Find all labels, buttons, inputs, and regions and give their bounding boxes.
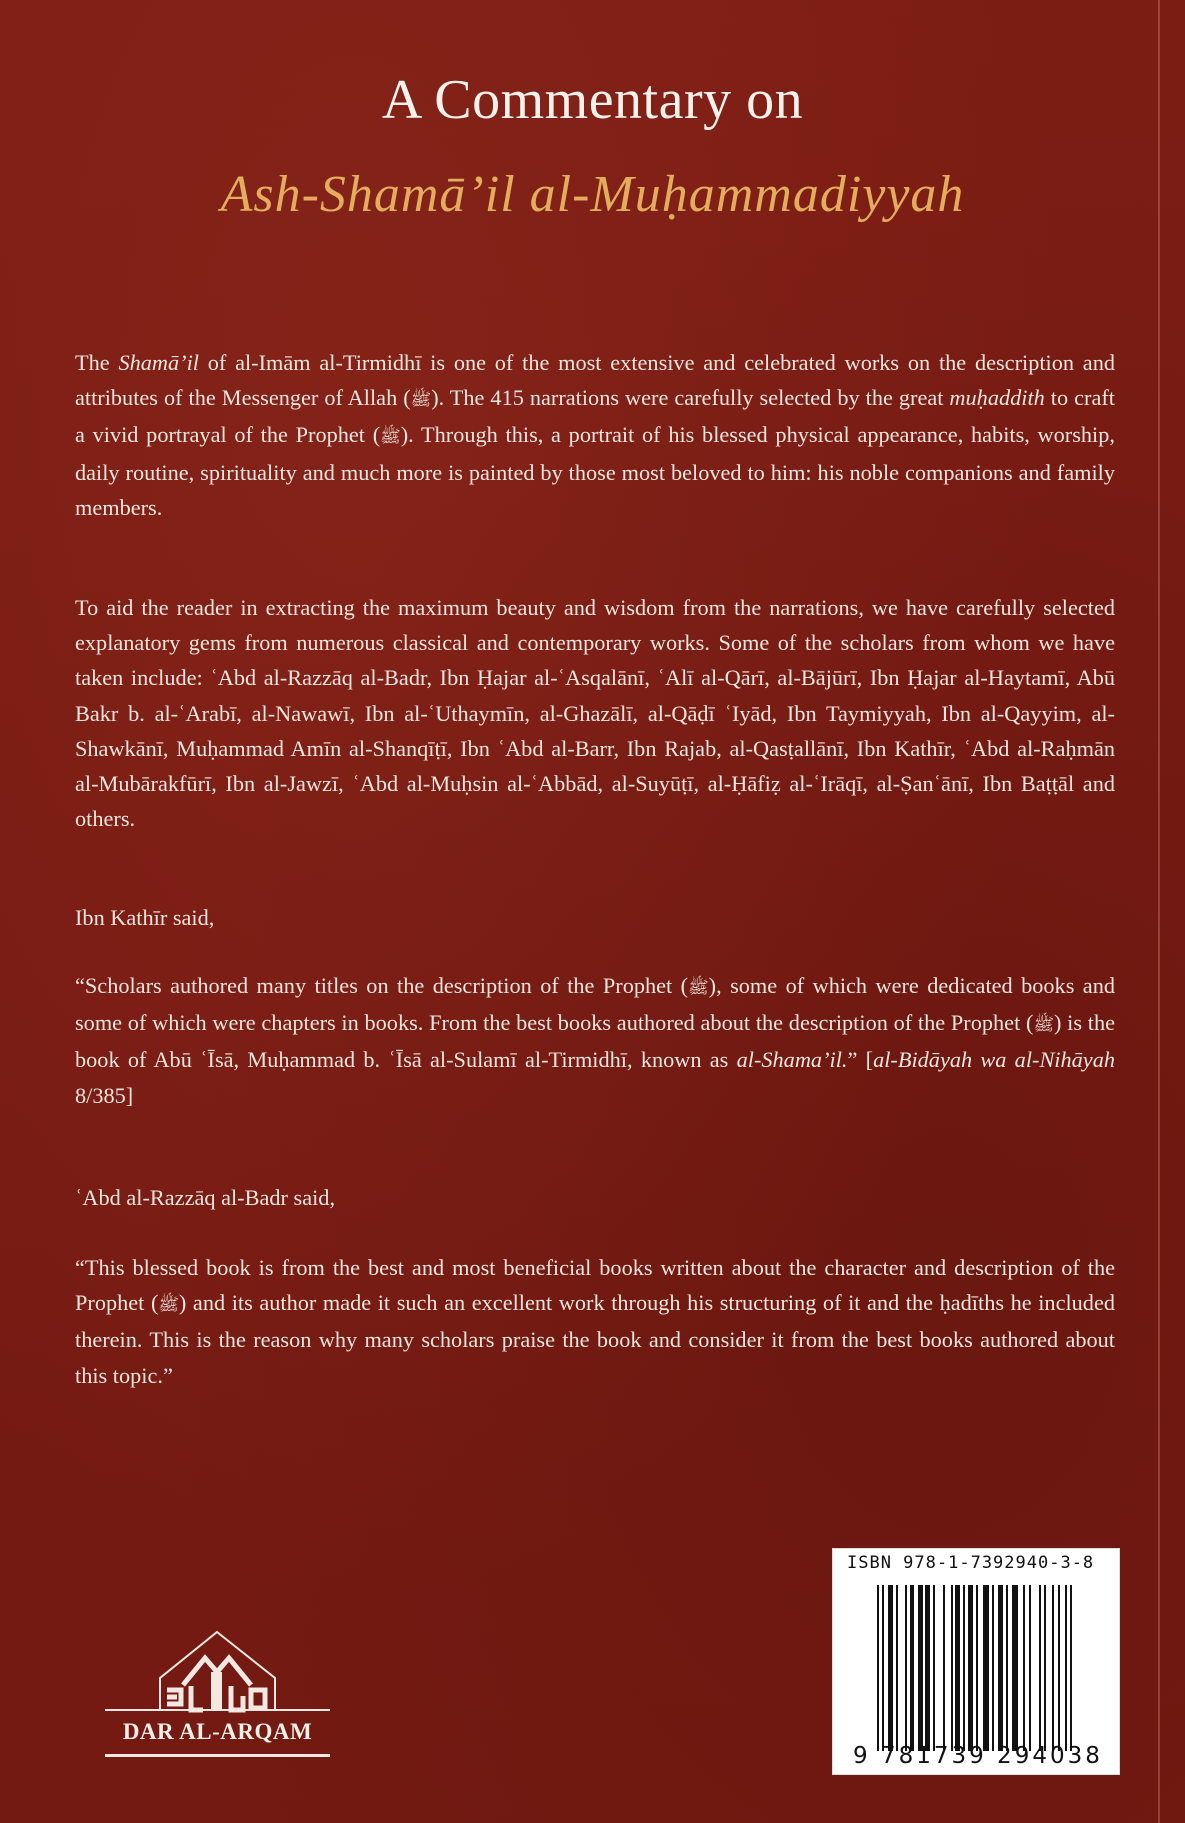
isbn-label: ISBN 978-1-7392940-3-8 [847, 1553, 1095, 1573]
cover-title: A Commentary on [381, 69, 804, 131]
citation-ref: 8/385] [75, 1082, 134, 1108]
salawat-glyph-icon: ﷺ [158, 1295, 179, 1315]
scholars-list-paragraph: To aid the reader in extracting the maximum beauty and wisdom from the narrations, we have carefully selected explanatory gems from numerous classical and contemporary works. Some of the scholars from whom we have taken include: ʿAbd al-Razzāq al-Badr, Ibn Ḥajar al-ʿAsqalānī, ʿAlī al-Qārī, al-Bājūrī, Ibn Ḥajar al-Haytamī, Abū Bakr b. al-ʿArabī, al-Nawawī, Ibn al-ʿUthaymīn, al-Ghazālī, al-Qāḍī ʿIyād, Ibn Taymiyyah, Ibn al-Qayyim, al-Shawkānī, Muḥammad Amīn al-Shanqīṭī, Ibn ʿAbd al-Barr, Ibn Rajab, al-Qasṭallānī, Ibn Kathīr, ʿAbd al-Raḥmān al-Mubārakfūrī, Ibn al-Jawzī, ʿAbd al-Muḥsin al-ʿAbbād, al-Suyūṭī, al-Ḥāfiẓ al-ʿIrāqī, al-Ṣanʿānī, Ibn Baṭṭāl and others. [75, 595, 1115, 832]
text-run: of al-Imām al-Tirmidhī is one of the most extensive and celebrated works on the description and attributes of the Messenger of Allah ( [75, 350, 1115, 411]
publisher-name: DAR AL-ARQAM [122, 1719, 313, 1744]
italic-term: Shamā’il [118, 350, 199, 375]
text-run: The [75, 350, 119, 375]
text-run: ). The 415 narrations were carefully selected by the great [431, 385, 950, 411]
text-run: ) is the book of Abū ʿĪsā, Muḥammad b. ʿĪsā al-Sulamī al-Tirmidhī, known as [75, 1010, 1115, 1073]
blurb-paragraph-1 [75, 345, 1115, 525]
ean-digits: 9 781739 294038 [853, 1743, 1103, 1769]
text-run: ), some of which were dedicated books and some of which were chapters in books. From the best books authored about the description of the Prophet ( [75, 973, 1116, 1036]
quote-ibn-kathir [75, 968, 1115, 1113]
attribution-text: ʿAbd al-Razzāq al-Badr said, [75, 1185, 336, 1210]
text-run: ” [ [847, 1047, 874, 1073]
publisher-logo [105, 1630, 330, 1760]
text-run: to craft a vivid portrayal of the Prophet ( [75, 385, 1115, 448]
house-calligraphy-icon [105, 1630, 330, 1720]
salawat-glyph-icon: ﷺ [380, 427, 401, 447]
attribution-ibn-kathir [75, 900, 1115, 935]
publisher-underline [105, 1754, 330, 1757]
text-run: ). Through this, a portrait of his blessed physical appearance, habits, worship, daily routine, spirituality and much more is painted by those most beloved to him: his noble companions and family members. [75, 422, 1115, 520]
blurb-paragraph-2 [75, 590, 1115, 836]
quote-abd-al-razzaq [75, 1250, 1115, 1393]
italic-term: muḥaddith [949, 385, 1045, 411]
attribution-abd-al-razzaq [75, 1180, 1115, 1215]
barcode-bars [877, 1585, 1107, 1751]
cover-subtitle: Ash-Shamā’il al-Muḥammadiyyah [220, 166, 965, 223]
salawat-glyph-icon: ﷺ [688, 978, 709, 997]
salawat-glyph-icon: ﷺ [1033, 1015, 1054, 1035]
salawat-glyph-icon: ﷺ [410, 390, 432, 410]
italic-term: al-Shama’il. [736, 1047, 848, 1073]
text-run: ) and its author made it such an excellent work through his structuring of it and the ḥadīths he included therein. This is the reason why many scholars praise the book and consider it from the best books authored about this topic.” [75, 1290, 1115, 1388]
cover-fold-line [1158, 0, 1160, 1823]
citation-title: al-Bidāyah wa al-Nihāyah [873, 1047, 1115, 1073]
attribution-text: Ibn Kathīr said, [75, 905, 215, 930]
isbn-barcode [832, 1548, 1120, 1775]
text-run: “This blessed book is from the best and most beneficial books written about the character and description of the Prophet ( [75, 1255, 1115, 1316]
text-run: “Scholars authored many titles on the description of the Prophet ( [75, 973, 689, 998]
